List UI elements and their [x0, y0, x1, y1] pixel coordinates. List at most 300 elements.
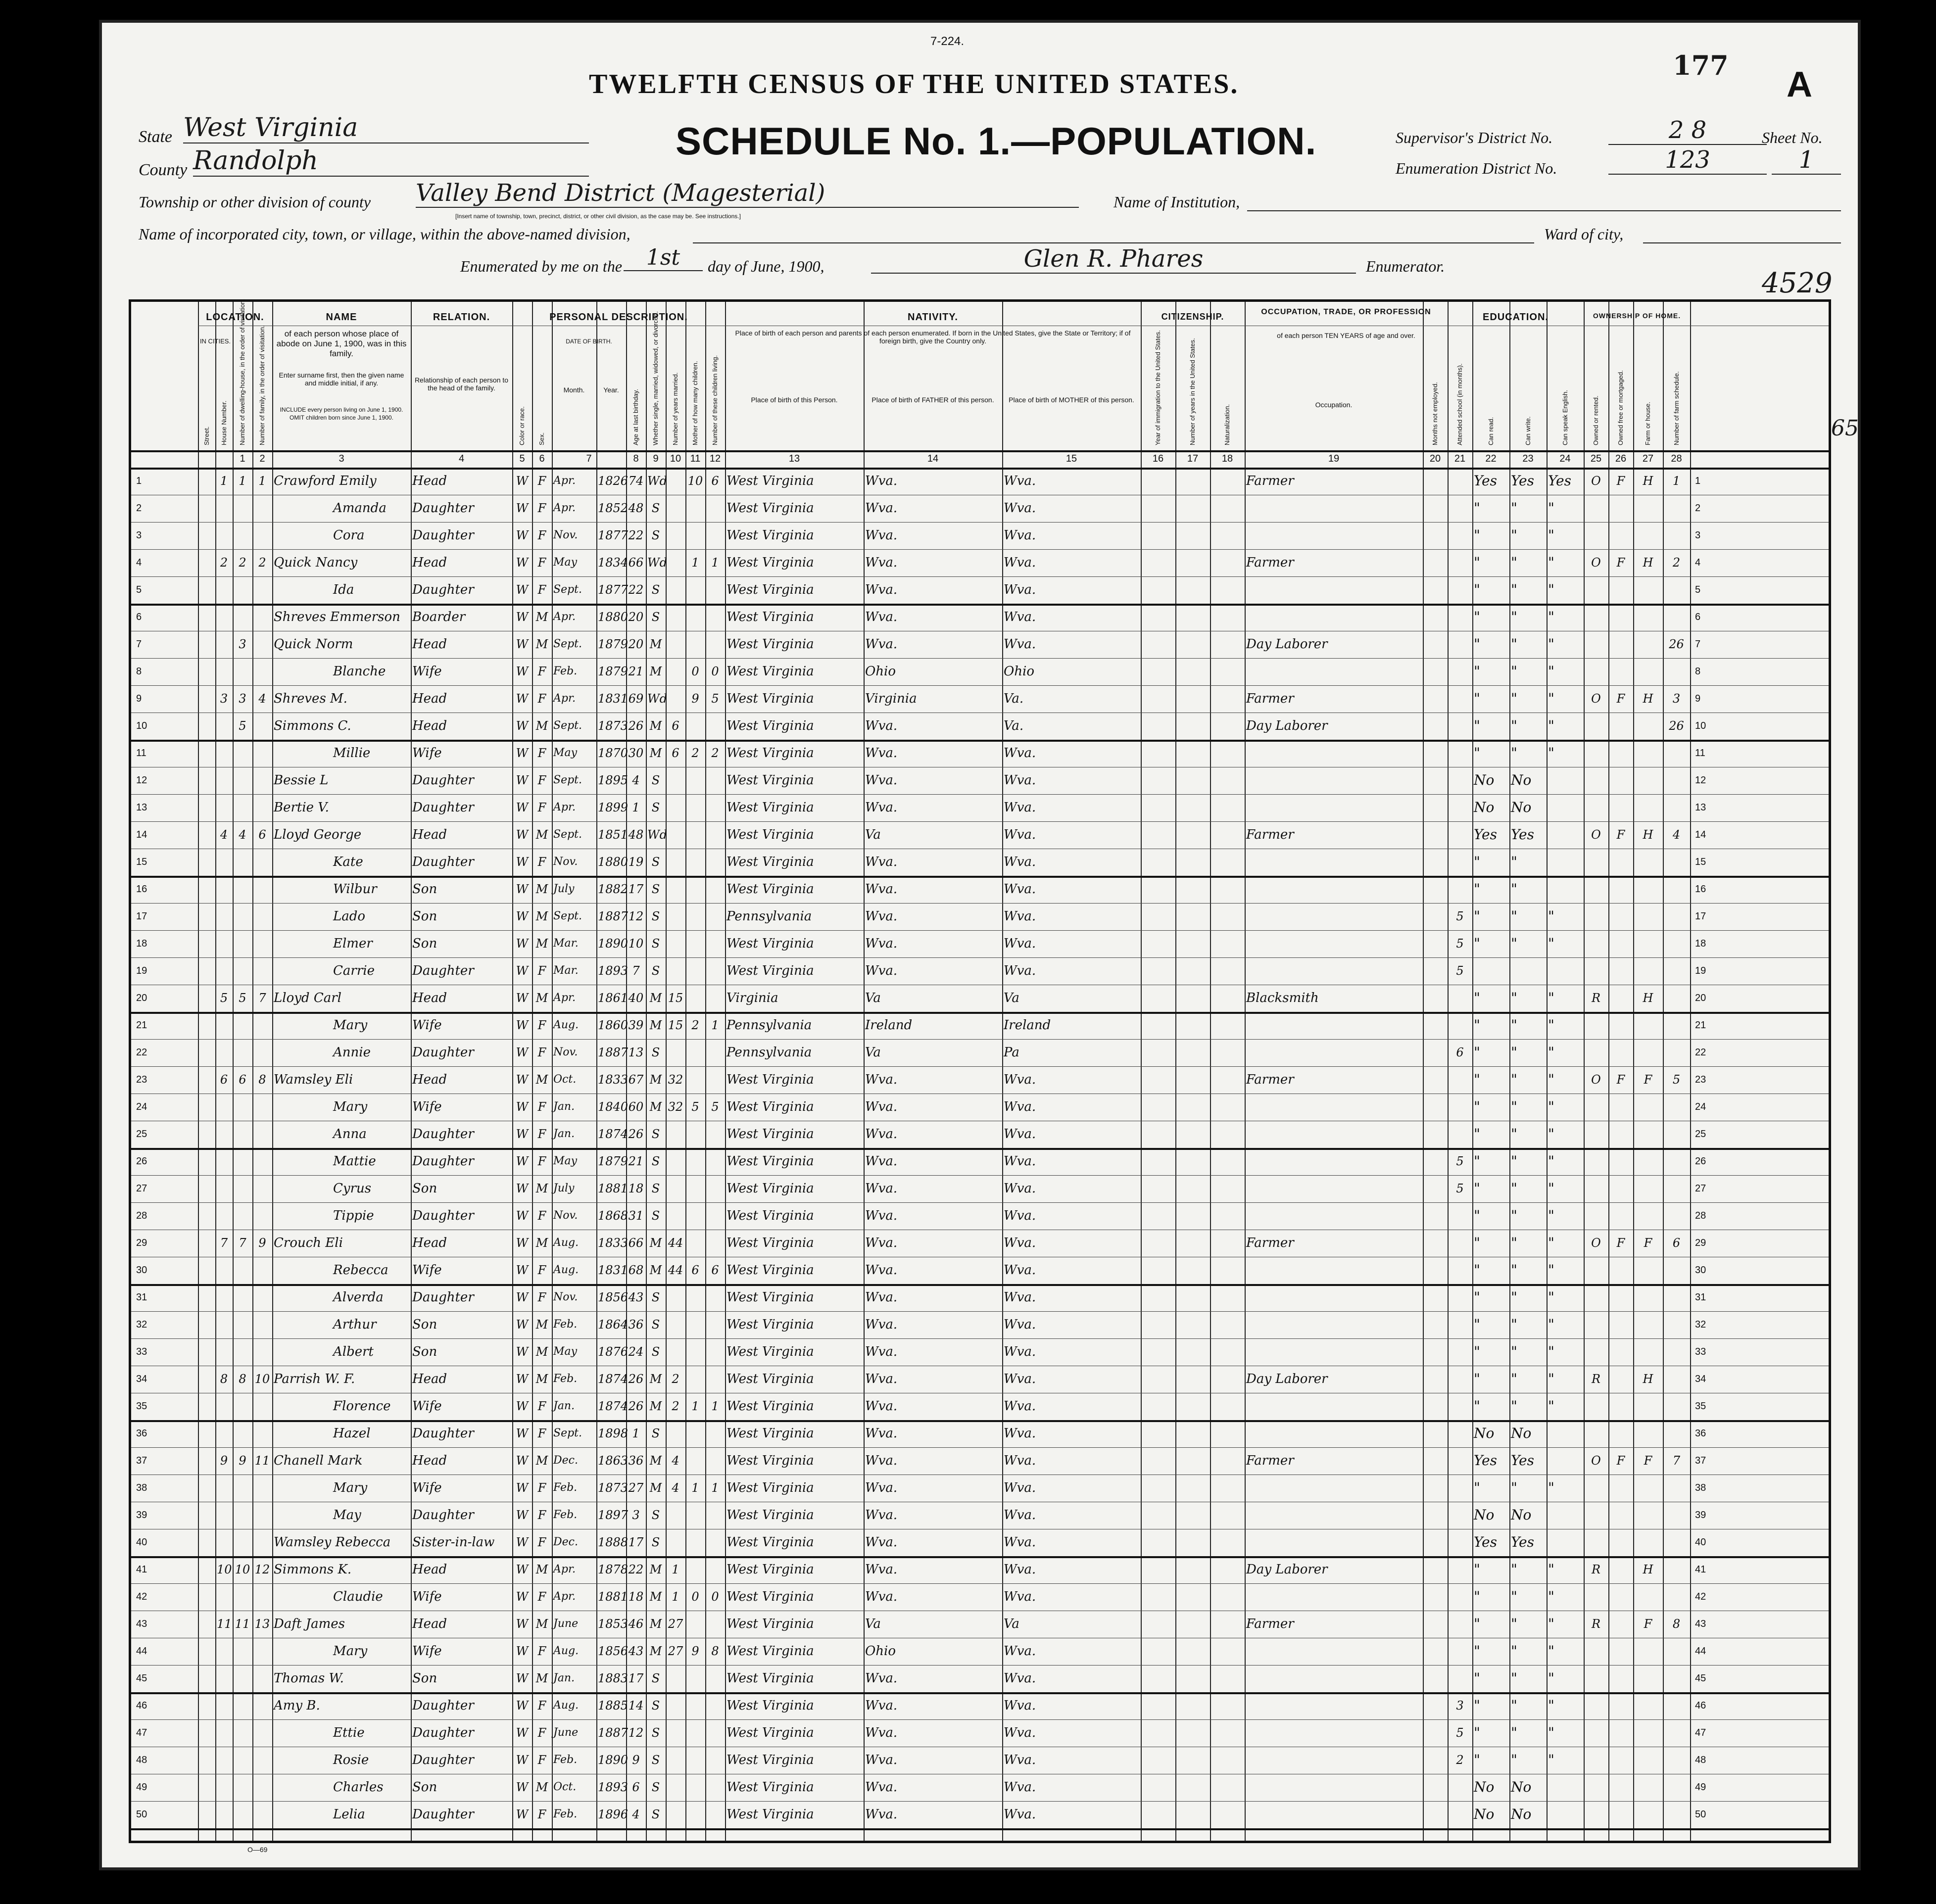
- cell-yr: 1881: [598, 1182, 629, 1195]
- cell-sex: M: [535, 909, 548, 923]
- cell-occ: Farmer: [1246, 1236, 1294, 1250]
- cell-bp: West Virginia: [726, 882, 814, 897]
- cell-free: F: [1616, 828, 1625, 842]
- cell-rel: Head: [412, 1236, 447, 1250]
- cell-occ: Farmer: [1246, 474, 1294, 488]
- cell-sex: M: [535, 1563, 548, 1576]
- cell-mon: Feb.: [553, 665, 578, 677]
- cell-mon: Jan.: [553, 1400, 575, 1412]
- cell-mp: Wva.: [1004, 1154, 1036, 1169]
- cell-rel: Wife: [412, 664, 442, 679]
- cell-rel: Daughter: [412, 800, 474, 815]
- cell-write: No: [1511, 772, 1532, 788]
- cell-name: Simmons K.: [274, 1562, 352, 1577]
- cell-read: ": [1474, 663, 1480, 679]
- cell-occ: Farmer: [1246, 1453, 1294, 1468]
- grid-vline: [215, 302, 216, 1841]
- cell-yrs: 27: [668, 1617, 683, 1631]
- cell-mp: Wva.: [1004, 1644, 1036, 1659]
- line-number-left: 40: [136, 1537, 147, 1548]
- cell-yr: 1895: [598, 773, 629, 787]
- heading-sch: Attended school (in months).: [1456, 363, 1463, 445]
- cell-fam: 4: [258, 692, 266, 706]
- cell-fp: Wva.: [865, 1562, 898, 1577]
- cell-mp: Wva.: [1004, 1753, 1036, 1767]
- cell-mon: Nov.: [553, 529, 578, 541]
- heading-color: Color or race.: [518, 406, 526, 445]
- cell-write: No: [1511, 1779, 1532, 1795]
- cell-yr: 1878: [598, 1563, 629, 1576]
- cell-occ: Day Laborer: [1246, 1562, 1328, 1577]
- cell-mon: Nov.: [553, 856, 578, 868]
- cell-yrs: 44: [668, 1263, 683, 1277]
- cell-dw: 10: [235, 1563, 250, 1576]
- line-number-left: 48: [136, 1755, 147, 1765]
- cell-sex: F: [537, 1508, 546, 1522]
- cell-rel: Daughter: [412, 1698, 474, 1713]
- cell-own: O: [1591, 692, 1601, 706]
- heading-dw: Number of dwelling-house, in the order of visitation.: [239, 298, 246, 445]
- cell-age: 60: [628, 1100, 644, 1114]
- cell-mp: Wva.: [1004, 582, 1036, 597]
- line-number-right: 41: [1695, 1564, 1706, 1575]
- cell-farm: F: [1644, 1236, 1652, 1250]
- cell-write: ": [1511, 1697, 1517, 1714]
- cell-mon: Apr.: [553, 692, 576, 705]
- institution-label: Name of Institution,: [1113, 193, 1240, 211]
- cell-speak: ": [1548, 1752, 1554, 1768]
- cell-rel: Daughter: [412, 1807, 474, 1822]
- cell-occ: Day Laborer: [1246, 637, 1328, 652]
- cell-mon: Oct.: [553, 1073, 577, 1086]
- cell-mon: Sept.: [553, 774, 582, 786]
- cell-mon: Apr.: [553, 1590, 576, 1603]
- line-number-left: 38: [136, 1482, 147, 1493]
- cell-yr: 1879: [598, 637, 629, 651]
- cell-read: ": [1474, 1561, 1480, 1577]
- cell-sex: M: [535, 1318, 548, 1332]
- cell-mar: S: [651, 1318, 660, 1332]
- cell-read: ": [1474, 1752, 1480, 1768]
- cell-mon: July: [553, 1182, 575, 1194]
- cell-fp: Wva.: [865, 800, 898, 815]
- name-instr-2: INCLUDE every person living on June 1, 1900. OMIT children born since June 1, 1900.: [280, 406, 403, 421]
- cell-age: 10: [628, 937, 644, 951]
- birth-mother-label: Place of birth of MOTHER of this person.: [1009, 396, 1134, 404]
- line-number-right: 3: [1695, 530, 1701, 541]
- heading-house: House Number.: [220, 400, 228, 445]
- nativity-desc: Place of birth of each person and parents of each person enumerated. If born in the United States, give the State or Territory; if of foreign birth, give the Country only.: [735, 329, 1131, 345]
- cell-mar: S: [651, 1182, 660, 1195]
- line-number-left: 28: [136, 1210, 147, 1221]
- cell-mar: S: [651, 501, 660, 515]
- cell-sex: M: [535, 1780, 548, 1794]
- in-cities-label: IN CITIES.: [199, 337, 231, 345]
- cell-yrs: 6: [672, 719, 679, 733]
- cell-read: ": [1474, 1670, 1480, 1686]
- grid-hline: [131, 1583, 1829, 1584]
- cell-age: 21: [628, 665, 644, 678]
- cell-name: Lelia: [333, 1807, 365, 1822]
- heading-imm: Year of immigration to the United States.: [1154, 330, 1162, 445]
- grid-hline: [131, 450, 1829, 452]
- cell-color: W: [516, 1318, 529, 1332]
- line-number-right: 28: [1695, 1210, 1706, 1221]
- cell-sex: F: [537, 1535, 546, 1549]
- cell-write: ": [1511, 1207, 1517, 1224]
- cell-write: ": [1511, 636, 1517, 652]
- cell-fp: Wva.: [865, 1698, 898, 1713]
- column-number: 24: [1559, 453, 1571, 464]
- cell-mar: M: [649, 1372, 662, 1386]
- column-number: 19: [1328, 453, 1340, 464]
- cell-write: ": [1511, 1235, 1517, 1251]
- line-number-left: 6: [136, 612, 142, 622]
- group-location: LOCATION.: [206, 312, 264, 323]
- cell-fp: Wva.: [865, 1344, 898, 1359]
- cell-bp: Pennsylvania: [726, 1045, 812, 1060]
- cell-yrs: 32: [668, 1100, 683, 1114]
- cell-yr: 1852: [598, 501, 629, 515]
- cell-sex: F: [537, 1018, 546, 1032]
- cell-mp: Wva.: [1004, 1535, 1036, 1550]
- heading-farm: Farm or house.: [1644, 401, 1651, 445]
- cell-yrs: 15: [668, 1018, 683, 1032]
- column-number: 23: [1522, 453, 1534, 464]
- column-number: 28: [1671, 453, 1682, 464]
- line-number-right: 2: [1695, 503, 1701, 514]
- cell-bp: West Virginia: [726, 1617, 814, 1631]
- cell-age: 1: [632, 1427, 640, 1440]
- cell-moth: 0: [691, 1590, 699, 1604]
- cell-fp: Va: [865, 1045, 881, 1060]
- cell-fp: Wva.: [865, 1099, 898, 1114]
- cell-yr: 1861: [598, 991, 629, 1005]
- cell-speak: ": [1548, 1235, 1554, 1251]
- cell-fam: 10: [254, 1372, 270, 1386]
- cell-write: ": [1511, 690, 1517, 707]
- group-education: EDUCATION.: [1483, 312, 1549, 323]
- cell-fp: Wva.: [865, 1453, 898, 1468]
- line-number-right: 14: [1695, 829, 1706, 840]
- cell-age: 3: [632, 1508, 640, 1522]
- cell-speak: ": [1548, 1289, 1554, 1305]
- cell-write: ": [1511, 1044, 1517, 1060]
- cell-occ: Day Laborer: [1246, 718, 1328, 733]
- cell-yr: 1851: [598, 828, 629, 842]
- cell-mar: S: [651, 1290, 660, 1304]
- line-number-left: 34: [136, 1374, 147, 1384]
- heading-free: Owned free or mortgaged.: [1617, 370, 1624, 445]
- line-number-left: 31: [136, 1292, 147, 1303]
- cell-bp: West Virginia: [726, 1072, 814, 1087]
- cell-color: W: [516, 1236, 529, 1250]
- line-number-left: 27: [136, 1183, 147, 1194]
- cell-bp: Pennsylvania: [726, 1018, 812, 1033]
- grid-vline: [864, 302, 865, 1841]
- cell-farm: H: [1643, 828, 1653, 842]
- column-number: 6: [539, 453, 545, 464]
- grid-vline: [233, 302, 234, 1841]
- cell-mar: M: [649, 1236, 662, 1250]
- cell-sched: 5: [1672, 1073, 1681, 1087]
- cell-mon: Feb.: [553, 1509, 578, 1521]
- cell-mon: Sept.: [553, 583, 582, 596]
- cell-read: No: [1474, 1806, 1495, 1822]
- cell-bp: West Virginia: [726, 1480, 814, 1495]
- cell-mp: Wva.: [1004, 637, 1036, 652]
- column-number: 11: [690, 453, 701, 464]
- cell-fp: Ireland: [865, 1018, 913, 1033]
- cell-write: ": [1511, 990, 1517, 1006]
- cell-age: 4: [632, 1808, 640, 1821]
- cell-mon: Aug.: [553, 1019, 579, 1031]
- cell-write: ": [1511, 1561, 1517, 1577]
- line-number-left: 26: [136, 1156, 147, 1167]
- grid-hline: [131, 685, 1829, 686]
- cell-sch: 6: [1456, 1046, 1464, 1059]
- cell-name: Bertie V.: [274, 800, 329, 815]
- cell-name: Quick Nancy: [274, 555, 358, 570]
- line-number-right: 10: [1695, 720, 1706, 731]
- cell-read: ": [1474, 1343, 1480, 1360]
- line-number-left: 16: [136, 884, 147, 895]
- grid-hline: [131, 1719, 1829, 1720]
- cell-bp: West Virginia: [726, 1589, 814, 1604]
- column-number: 25: [1590, 453, 1602, 464]
- grid-vline: [1245, 302, 1246, 1841]
- cell-mar: S: [651, 610, 660, 624]
- line-number-right: 44: [1695, 1646, 1706, 1657]
- cell-color: W: [516, 637, 529, 651]
- cell-name: Albert: [333, 1344, 374, 1359]
- cell-bp: West Virginia: [726, 1780, 814, 1795]
- cell-fam: 1: [258, 474, 266, 488]
- cell-rel: Daughter: [412, 528, 474, 543]
- cell-mp: Wva.: [1004, 1780, 1036, 1795]
- line-number-left: 24: [136, 1101, 147, 1112]
- cell-rel: Wife: [412, 1018, 442, 1033]
- cell-mon: May: [553, 1345, 578, 1358]
- grid-vline: [1547, 302, 1548, 1841]
- heading-age: Age at last birthday.: [632, 389, 639, 445]
- cell-house: 4: [220, 828, 228, 842]
- cell-mar: M: [649, 1263, 662, 1277]
- cell-fp: Wva.: [865, 1263, 898, 1278]
- county-label: County: [139, 161, 188, 179]
- cell-name: Mary: [333, 1099, 368, 1114]
- grid-vline: [1690, 302, 1691, 1841]
- cell-age: 26: [628, 719, 644, 733]
- cell-rel: Daughter: [412, 1753, 474, 1767]
- cell-age: 18: [628, 1590, 644, 1604]
- group-name: NAME: [326, 312, 357, 323]
- cell-sch: 5: [1456, 1154, 1464, 1168]
- cell-color: W: [516, 773, 529, 787]
- cell-sex: M: [535, 1182, 548, 1195]
- cell-moth: 1: [691, 1481, 699, 1495]
- cell-color: W: [516, 692, 529, 706]
- cell-write: ": [1511, 1588, 1517, 1605]
- line-number-right: 18: [1695, 938, 1706, 949]
- column-number: 16: [1152, 453, 1164, 464]
- cell-write: ": [1511, 1343, 1517, 1360]
- cell-read: ": [1474, 1697, 1480, 1714]
- cell-age: 74: [628, 474, 644, 488]
- cell-mp: Wva.: [1004, 1399, 1036, 1414]
- cell-mar: S: [651, 909, 660, 923]
- cell-sex: F: [537, 1699, 546, 1713]
- cell-mar: S: [651, 1345, 660, 1359]
- cell-rel: Daughter: [412, 1208, 474, 1223]
- cell-mon: Apr.: [553, 502, 576, 514]
- cell-bp: West Virginia: [726, 1562, 814, 1577]
- cell-mon: Aug.: [553, 1237, 579, 1249]
- cell-mon: Mar.: [553, 964, 579, 977]
- margin-number-2: 65: [1831, 416, 1859, 441]
- cell-write: ": [1511, 1479, 1517, 1496]
- cell-rel: Head: [412, 637, 447, 652]
- cell-rel: Daughter: [412, 1725, 474, 1740]
- cell-liv: 0: [711, 1590, 719, 1604]
- cell-yr: 1856: [598, 1290, 629, 1304]
- cell-dw: 11: [235, 1617, 250, 1631]
- cell-color: W: [516, 1753, 529, 1767]
- cell-house: 1: [220, 474, 228, 488]
- month-label: Month.: [563, 386, 585, 394]
- cell-bp: West Virginia: [726, 1099, 814, 1114]
- cell-read: ": [1474, 554, 1480, 571]
- cell-sex: F: [537, 583, 546, 597]
- cell-speak: ": [1548, 745, 1554, 761]
- cell-sex: M: [535, 1236, 548, 1250]
- cell-mp: Pa: [1004, 1045, 1019, 1060]
- cell-rel: Boarder: [412, 610, 466, 624]
- cell-speak: ": [1548, 990, 1554, 1006]
- cell-liv: 0: [711, 665, 719, 678]
- cell-yr: 1879: [598, 665, 629, 678]
- cell-fp: Wva.: [865, 1807, 898, 1822]
- cell-color: W: [516, 1699, 529, 1713]
- cell-sex: M: [535, 1671, 548, 1685]
- cell-fp: Wva.: [865, 746, 898, 761]
- cell-house: 3: [220, 692, 228, 706]
- cell-write: ": [1511, 1126, 1517, 1142]
- cell-fp: Wva.: [865, 610, 898, 624]
- cell-yr: 1874: [598, 1372, 629, 1386]
- cell-name: Simmons C.: [274, 718, 351, 733]
- cell-mon: Nov.: [553, 1291, 578, 1303]
- cell-rel: Son: [412, 909, 437, 924]
- heading-liv: Number of these children living.: [711, 355, 719, 445]
- cell-write: Yes: [1511, 1534, 1534, 1550]
- cell-mar: S: [651, 1427, 660, 1440]
- column-number: 8: [633, 453, 639, 464]
- cell-mar: S: [651, 1508, 660, 1522]
- cell-write: ": [1511, 1153, 1517, 1169]
- cell-speak: ": [1548, 1207, 1554, 1224]
- line-number-left: 12: [136, 775, 147, 786]
- cell-mp: Wva.: [1004, 1480, 1036, 1495]
- cell-fam: 7: [258, 991, 266, 1005]
- cell-rel: Daughter: [412, 1127, 474, 1142]
- cell-write: Yes: [1511, 826, 1534, 843]
- grid-hline: [131, 549, 1829, 550]
- line-number-right: 12: [1695, 775, 1706, 786]
- cell-sex: M: [535, 991, 548, 1005]
- cell-sex: M: [535, 719, 548, 733]
- cell-age: 4: [632, 773, 640, 787]
- line-number-left: 33: [136, 1346, 147, 1357]
- cell-write: Yes: [1511, 473, 1534, 489]
- line-number-right: 43: [1695, 1618, 1706, 1629]
- cell-mp: Va.: [1004, 718, 1024, 733]
- cell-yr: 1856: [598, 1644, 629, 1658]
- cell-mon: Apr.: [553, 992, 576, 1004]
- cell-color: W: [516, 991, 529, 1005]
- cell-mon: Aug.: [553, 1645, 579, 1657]
- cell-rel: Head: [412, 1617, 447, 1631]
- cell-age: 17: [628, 1671, 644, 1685]
- cell-name: Florence: [333, 1399, 391, 1414]
- cell-name: Tippie: [333, 1208, 374, 1223]
- line-number-left: 35: [136, 1401, 147, 1412]
- cell-color: W: [516, 1535, 529, 1549]
- cell-read: ": [1474, 1017, 1480, 1033]
- cell-yrs: 4: [672, 1481, 679, 1495]
- cell-bp: West Virginia: [726, 1426, 814, 1441]
- cell-yr: 1833: [598, 1236, 629, 1250]
- cell-read: ": [1474, 1316, 1480, 1333]
- cell-sex: M: [535, 828, 548, 842]
- cell-read: ": [1474, 745, 1480, 761]
- cell-yr: 1880: [598, 610, 629, 624]
- cell-yr: 1874: [598, 1399, 629, 1413]
- year-label: Year.: [603, 386, 619, 394]
- cell-fp: Wva.: [865, 1317, 898, 1332]
- cell-read: ": [1474, 1207, 1480, 1224]
- grid-hline: [131, 1665, 1829, 1666]
- cell-fam: 9: [258, 1236, 266, 1250]
- cell-mp: Wva.: [1004, 909, 1036, 924]
- cell-yr: 1893: [598, 964, 629, 978]
- grid-vline: [1608, 302, 1609, 1841]
- cell-speak: ": [1548, 636, 1554, 652]
- line-number-left: 23: [136, 1074, 147, 1085]
- grid-hline: [131, 1447, 1829, 1448]
- form-number: 7-224.: [930, 35, 965, 48]
- line-number-right: 24: [1695, 1101, 1706, 1112]
- cell-rel: Daughter: [412, 1290, 474, 1305]
- cell-yr: 1896: [598, 1808, 629, 1821]
- cell-sex: M: [535, 937, 548, 951]
- heading-sex: Sex.: [538, 432, 545, 445]
- cell-color: W: [516, 528, 529, 542]
- cell-occ: Farmer: [1246, 827, 1294, 842]
- cell-mon: Nov.: [553, 1209, 578, 1222]
- line-number-right: 25: [1695, 1129, 1706, 1140]
- cell-mp: Wva.: [1004, 1508, 1036, 1523]
- cell-color: W: [516, 583, 529, 597]
- cell-fp: Wva.: [865, 1236, 898, 1250]
- cell-write: No: [1511, 799, 1532, 815]
- cell-mar: S: [651, 1127, 660, 1141]
- cell-write: ": [1511, 717, 1517, 734]
- cell-read: No: [1474, 799, 1495, 815]
- cell-name: Shreves Emmerson: [274, 610, 400, 624]
- cell-color: W: [516, 1590, 529, 1604]
- heading-write: Can write.: [1524, 416, 1532, 445]
